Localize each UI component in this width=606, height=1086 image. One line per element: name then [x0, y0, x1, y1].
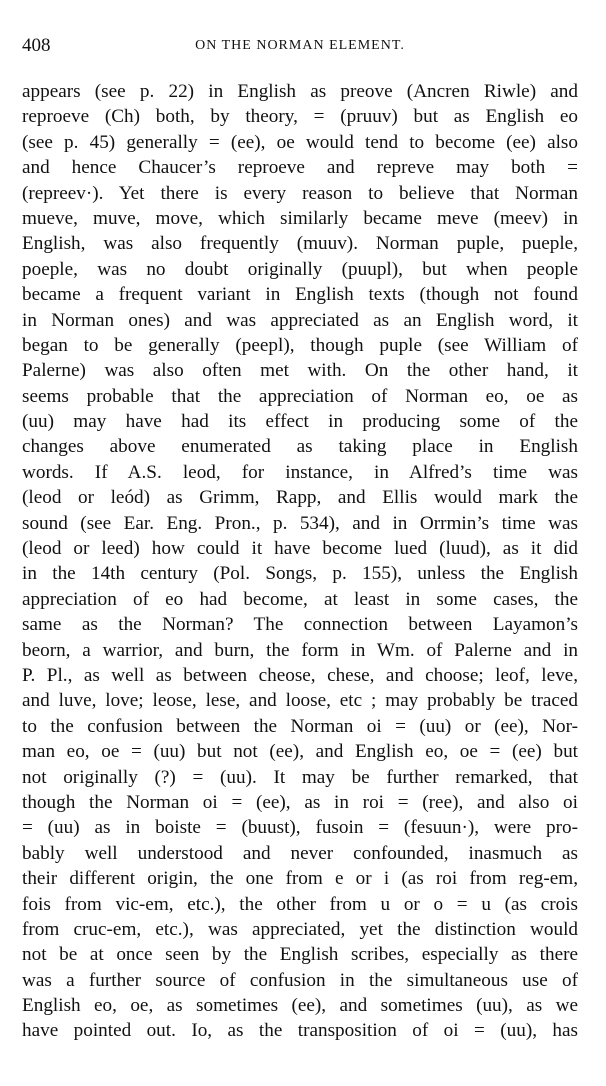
text-line: poeple, was no doubt originally (puupl), but when people: [22, 258, 578, 280]
text-line: from cruc-em, etc.), was appreciated, yet the distinction would: [22, 918, 578, 940]
text-line: was a further source of confusion in the simultaneous use of: [22, 969, 578, 991]
text-line: (uu) may have had its effect in producing some of the: [22, 411, 578, 433]
text-line: became a frequent variant in English texts (though not found: [22, 284, 578, 306]
text-line: words. If A.S. leod, for instance, in Alfred’s time was: [22, 461, 578, 483]
text-line: and luve, love; leose, lese, and loose, etc ; may probably be traced: [22, 690, 578, 712]
text-line: bably well understood and never confounded, inasmuch as: [22, 842, 578, 864]
running-title: ON THE NORMAN ELEMENT.: [195, 38, 405, 53]
text-line: fois from vic-em, etc.), the other from u or o = u (as crois: [22, 893, 578, 915]
text-line: English eo, oe, as sometimes (ee), and sometimes (uu), as we: [22, 995, 578, 1017]
text-line: have pointed out. Io, as the transposition of oi = (uu), has: [22, 1020, 578, 1042]
text-line: (see p. 45) generally = (ee), oe would tend to become (ee) also: [22, 131, 578, 153]
text-line: (leod or leed) how could it have become lued (luud), as it did: [22, 538, 578, 560]
text-line: (leod or leód) as Grimm, Rapp, and Ellis would mark the: [22, 487, 578, 509]
text-line: began to be generally (peepl), though puple (see William of: [22, 334, 578, 356]
text-line: P. Pl., as well as between cheose, chese, and choose; leof, leve,: [22, 664, 578, 686]
text-line: in the 14th century (Pol. Songs, p. 155), unless the English: [22, 563, 578, 585]
text-line: man eo, oe = (uu) but not (ee), and English eo, oe = (ee) but: [22, 741, 578, 763]
text-line: and hence Chaucer’s reproeve and repreve may both =: [22, 157, 578, 179]
text-line: not be at once seen by the English scribes, especially as there: [22, 944, 578, 966]
text-line: their different origin, the one from e or i (as roi from reg-em,: [22, 868, 578, 890]
text-line: sound (see Ear. Eng. Pron., p. 534), and in Orrmin’s time was: [22, 512, 578, 534]
body-text: [22, 79, 578, 1044]
text-line: Palerne) was also often met with. On the other hand, it: [22, 360, 578, 382]
text-line: seems probable that the appreciation of Norman eo, oe as: [22, 385, 578, 407]
text-line: English, was also frequently (muuv). Norman puple, pueple,: [22, 233, 578, 255]
page-header: [22, 34, 578, 58]
text-line: changes above enumerated as taking place in English: [22, 436, 578, 458]
text-line: mueve, muve, move, which similarly became meve (meev) in: [22, 207, 578, 229]
text-line: appreciation of eo had become, at least in some cases, the: [22, 588, 578, 610]
text-line: beorn, a warrior, and burn, the form in Wm. of Palerne and in: [22, 639, 578, 661]
page-number: 408: [22, 35, 51, 56]
text-line: not originally (?) = (uu). It may be further remarked, that: [22, 766, 578, 788]
text-line: in Norman ones) and was appreciated as an English word, it: [22, 309, 578, 331]
text-line: though the Norman oi = (ee), as in roi = (ree), and also oi: [22, 791, 578, 813]
text-line: (repreev·). Yet there is every reason to believe that Norman: [22, 182, 578, 204]
text-line: reproeve (Ch) both, by theory, = (pruuv) but as English eo: [22, 106, 578, 128]
text-line: = (uu) as in boiste = (buust), fusoin = (fesuun·), were pro-: [22, 817, 578, 839]
text-line: to the confusion between the Norman oi = (uu) or (ee), Nor-: [22, 715, 578, 737]
text-line: appears (see p. 22) in English as preove (Ancren Riwle) and: [22, 81, 578, 102]
text-line: same as the Norman? The connection between Layamon’s: [22, 614, 578, 636]
